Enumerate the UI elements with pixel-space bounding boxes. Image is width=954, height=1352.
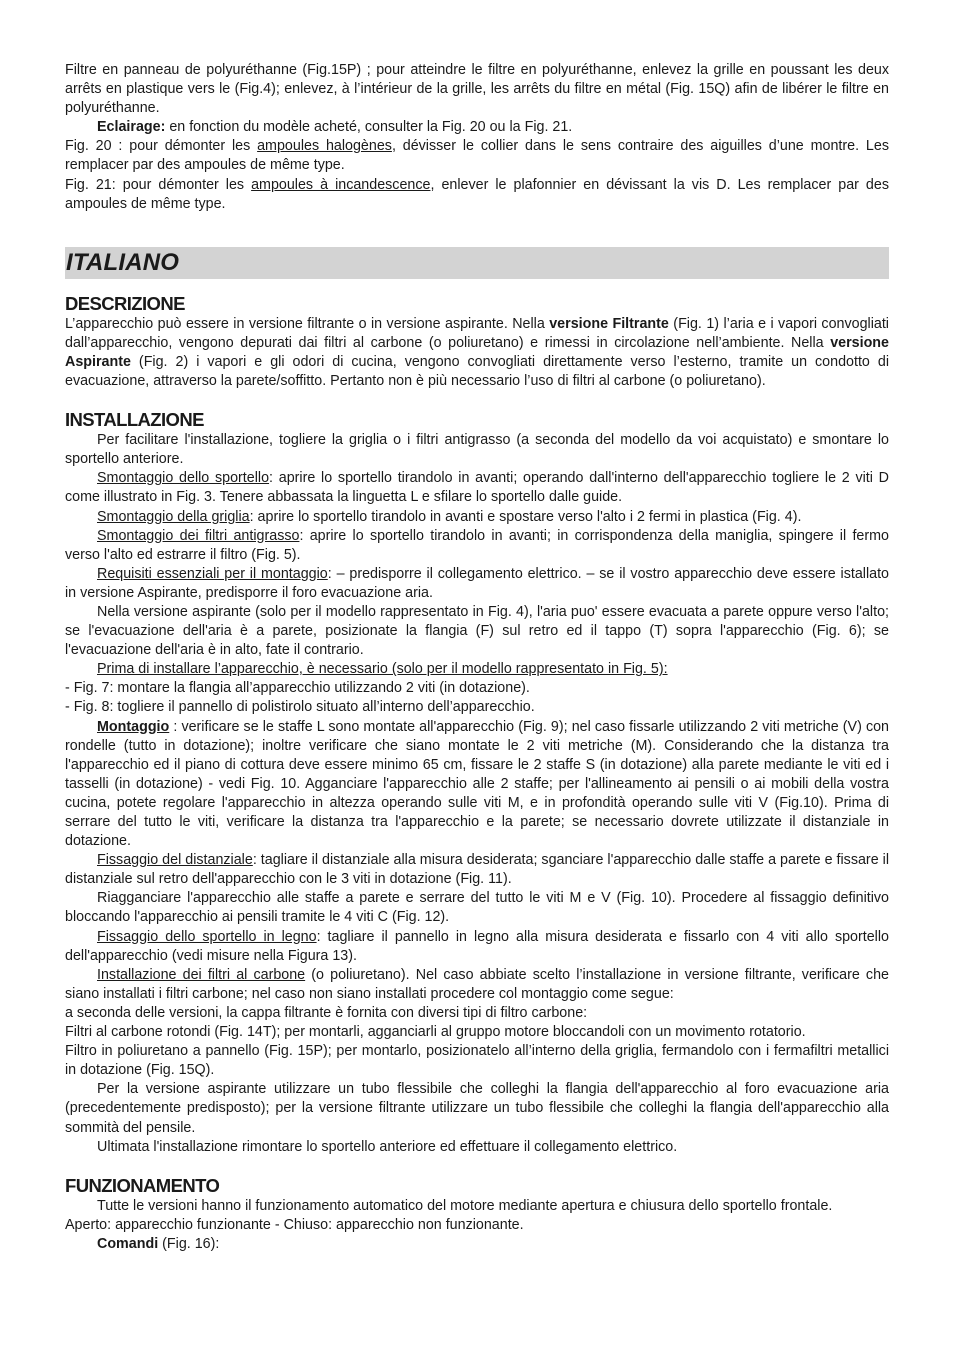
paragraph: Nella versione aspirante (solo per il modello rappresentato in Fig. 4), l'aria puo' essere evacuata a parete oppure verso l'alto; se l'evacuazione dell'aria è a parete, posizionate la flangia (F) sul retro ed il tappo (T) sopra l'apparecchio (Fig. 6); se l'evacuazione dell'aria è in alto, fate il contrario.	[65, 603, 889, 659]
language-title-bar	[65, 247, 889, 279]
paragraph: Prima di installare l’apparecchio, è necessario (solo per il modello rappresentato in Fig. 5):	[97, 661, 668, 678]
paragraph: Smontaggio dello sportello: aprire lo sportello tirandolo in avanti; operando dall'interno dell'apparecchio togliere le 2 viti D come illustrato in Fig. 3. Tenere abbassata la linguetta L e sfilare lo sportello dalle guide.	[65, 470, 889, 506]
section-heading-installazione: INSTALLAZIONE	[65, 409, 204, 431]
paragraph: Filtri al carbone rotondi (Fig. 14T); per montarli, agganciarli al gruppo motore bloccandoli con un movimento rotatorio.	[65, 1024, 806, 1041]
section-heading-descrizione: DESCRIZIONE	[65, 292, 185, 314]
paragraph: a seconda delle versioni, la cappa filtrante è fornita con diversi tipi di filtro carbone:	[65, 1004, 588, 1021]
paragraph: Fissaggio del distanziale: tagliare il distanziale alla misura desiderata; sganciare l'apparecchio dalle staffe a parete e fissare il distanziale sul retro dell'apparecchio con le 3 viti in dotazione (Fig. 11).	[65, 852, 889, 888]
paragraph: Per la versione aspirante utilizzare un tubo flessibile che colleghi la flangia dell'apparecchio al foro evacuazione aria (precedentemente predisposto); per la versione filtrante utilizzare un tubo flessibile che colleghi la flangia dell'apparecchio alla sommità del pensile.	[65, 1081, 889, 1136]
paragraph: Filtre en panneau de polyuréthanne (Fig.15P) ; pour atteindre le filtre en polyuréthanne, enlevez la grille en poussant les deux arrêts en plastique vers le (Fig.4); enlevez, à l’intérieur de la grille, les arrêts du filtre en métal (Fig. 15Q) afin de libérer le filtre en polyuréthanne.	[65, 62, 889, 117]
paragraph: Smontaggio dei filtri antigrasso: aprire lo sportello tirandolo in avanti; in corrispondenza della maniglia, spingere il fermo verso l'alto ed estrarre il filtro (Fig. 5).	[65, 527, 889, 563]
paragraph: Ultimata l'installazione rimontare lo sportello anteriore ed effettuare il collegamento elettrico.	[97, 1138, 678, 1155]
paragraph: Fig. 20 : pour démonter les ampoules halogènes, dévisser le collier dans le sens contraire des aiguilles d’une montre. Les remplacer par des ampoules de même type.	[65, 138, 889, 174]
paragraph: Per facilitare l'installazione, togliere la griglia o i filtri antigrasso (a seconda del modello da voi acquistato) e smontare lo sportello anteriore.	[65, 432, 889, 468]
paragraph: Installazione dei filtri al carbone (o poliuretano). Nel caso abbiate scelto l’installazione in versione filtrante, verificare che siano installati i filtri carbone; nel caso non siano installati procedere col montaggio come segue:	[65, 966, 889, 1002]
paragraph: Smontaggio della griglia: aprire lo sportello tirandolo in avanti e spostare verso l'alto i 2 fermi in plastica (Fig. 4).	[97, 508, 802, 525]
bold-label: Eclairage:	[97, 119, 166, 136]
paragraph: Riagganciare l'apparecchio alle staffe a parete e serrare del tutto le viti M e V (Fig. 10). Procedere al fissaggio definitivo bloccando l'apparecchio ai pensili tramite le 4 viti C (Fig. 12).	[65, 890, 889, 926]
paragraph: Montaggio : verificare se le staffe L sono montate all'apparecchio (Fig. 9); nel caso fissarle utilizzando 2 viti metriche (V) con rondelle (tutto in dotazione); inoltre verificare che siano montate le 2 viti metriche (M). Considerando che la distanza tra l'apparecchio ed il piano di cottura deve essere minimo 65 cm, fissare le 2 staffe S (in dotazione) alla parete mediante le viti ed i tasselli (in dotazione) - vedi Fig. 10. Agganciare l'apparecchio alle 2 staffe; per l'allineamento ai pensili o ai mobili della vostra cucina, potete regolare l'apparecchio in altezza operando sulle viti M, e in profondità operando sulle viti V (Fig.10). Prima di serrare del tutto le viti, verificare la distanza tra l'apparecchio e la parete; se necessario dovrete utilizzate il distanziale in dotazione.	[65, 718, 889, 850]
paragraph: Filtro in poliuretano a pannello (Fig. 15P); per montarlo, posizionatelo all’interno della griglia, fermandolo con i fermafiltri metallici in dotazione (Fig. 15Q).	[65, 1043, 889, 1079]
paragraph: Comandi (Fig. 16):	[97, 1235, 220, 1252]
paragraph: Fig. 21: pour démonter les ampoules à incandescence, enlever le plafonnier en dévissant la vis D. Les remplacer par des ampoules de même type.	[65, 176, 889, 212]
paragraph: - Fig. 8: togliere il pannello di polistirolo situato all’interno dell’apparecchio.	[65, 699, 535, 716]
paragraph: Tutte le versioni hanno il funzionamento automatico del motore mediante apertura e chiusura dello sportello frontale.	[97, 1197, 833, 1214]
section-heading-funzionamento: FUNZIONAMENTO	[65, 1174, 220, 1196]
paragraph: - Fig. 7: montare la flangia all’apparecchio utilizzando 2 viti (in dotazione).	[65, 680, 530, 697]
manual-page	[65, 61, 889, 1254]
paragraph: L’apparecchio può essere in versione filtrante o in versione aspirante. Nella versione Filtrante (Fig. 1) l’aria e i vapori convogliati dall’apparecchio, vengono depurati dai filtri al carbone (o poliuretano) e rimessi in circolazione nell’ambiente. Nella versione Aspirante (Fig. 2) i vapori e gli odori di cucina, vengono convogliati direttamente verso l’esterno, tramite un condotto di evacuazione, attraverso la parete/soffitto. Pertanto non è più necessario l’uso di filtri al carbone (o poliuretano).	[65, 315, 889, 390]
paragraph: Fissaggio dello sportello in legno: tagliare il pannello in legno alla misura desiderata e fissarlo con 4 viti allo sportello dell'apparecchio (vedi misure nella Figura 13).	[65, 928, 889, 964]
paragraph: Eclairage: en fonction du modèle acheté, consulter la Fig. 20 ou la Fig. 21.	[97, 119, 573, 136]
paragraph: Requisiti essenziali per il montaggio: – predisporre il collegamento elettrico. – se il vostro apparecchio deve essere istallato in versione Aspirante, predisporre il foro evacuazione aria.	[65, 565, 890, 601]
paragraph: Aperto: apparecchio funzionante - Chiuso: apparecchio non funzionante.	[65, 1216, 524, 1233]
language-title: ITALIANO	[66, 248, 180, 276]
